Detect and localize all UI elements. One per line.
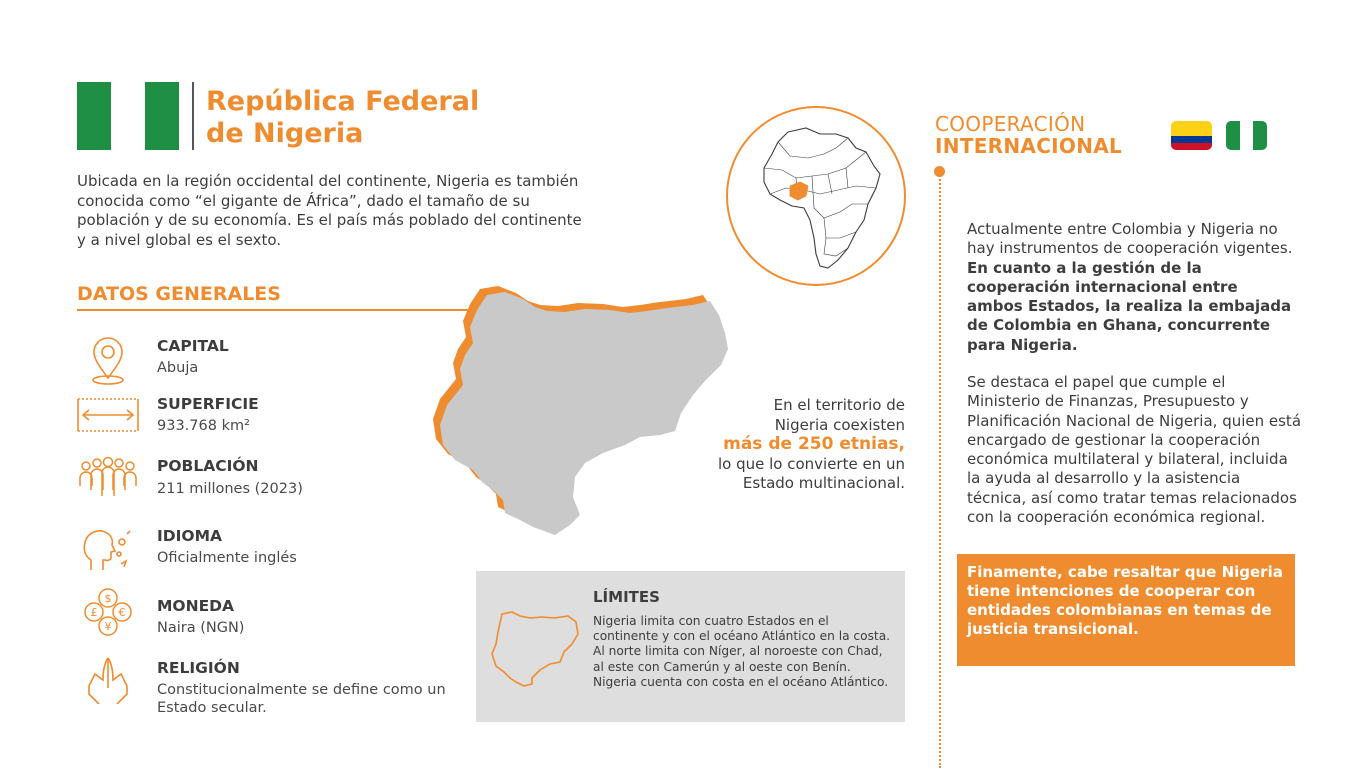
praying-hands-icon — [77, 654, 139, 704]
africa-locator-map — [726, 106, 906, 286]
nigeria-outline-icon — [488, 608, 583, 690]
ethnic-line2: Nigeria coexisten — [774, 415, 905, 434]
svg-text:¥: ¥ — [104, 620, 112, 633]
cooperacion-title-line1: COOPERACIÓN — [935, 112, 1086, 136]
moneda-value: Naira (NGN) — [157, 620, 245, 636]
ethnic-line3: lo que lo convierte en un — [717, 454, 905, 473]
intro-paragraph: Ubicada en la región occidental del continente, Nigeria es también conocida como “el gigante de África”, dado el tamaño de su población y de su economía. Es el país más poblado del continente y a nivel global es el sexto. — [77, 172, 582, 249]
speaking-head-icon — [77, 524, 139, 574]
capital-value: Abuja — [157, 360, 199, 376]
cooperacion-highlight-text: Finamente, cabe resaltar que Nigeria tiene intenciones de cooperar con entidades colombianas en temas de justicia transicional. — [967, 563, 1283, 638]
page-title — [206, 86, 479, 150]
section-divider — [77, 309, 477, 311]
page-title-line2: de Nigeria — [206, 118, 364, 149]
religion-value: Constitucionalmente se define como un Estado secular. — [157, 682, 446, 716]
superficie-label: SUPERFICIE — [157, 395, 259, 413]
timeline-dotted-line — [939, 172, 941, 768]
moneda-label: MONEDA — [157, 597, 235, 615]
flag-stripe-right — [145, 82, 179, 150]
title-divider — [192, 82, 194, 150]
page-title-line1: República Federal — [206, 86, 480, 117]
nigeria-flag-icon — [1226, 121, 1267, 150]
cooperacion-paragraph-2: Se destaca el papel que cumple el Ministerio de Finanzas, Presupuesto y Planificación Nacional de Nigeria, quien está encargado de gestionar la cooperación económica multilateral y bilateral, incluida la ayuda al desarrollo y la asistencia técnica, así como tratar temas relacionados con la cooperación económica regional. — [967, 373, 1302, 527]
location-pin-icon — [77, 336, 139, 386]
people-group-icon — [77, 456, 139, 506]
svg-text:€: € — [118, 606, 126, 619]
capital-label: CAPITAL — [157, 337, 229, 355]
ethnic-line1: En el territorio de — [773, 396, 905, 414]
svg-text:£: £ — [90, 606, 98, 619]
cooperacion-title-line2: INTERNACIONAL — [935, 134, 1123, 158]
religion-label: RELIGIÓN — [157, 659, 240, 677]
ethnic-highlight: más de 250 etnias, — [723, 434, 905, 454]
limites-text: Nigeria limita con cuatro Estados en el continente y con el océano Atlántico en la costa. Al norte limita con Níger, al noroeste con Chad, al este con Camerún y al oeste con Benín. Nigeria cuenta con costa en el océano Atlántico. — [593, 614, 891, 689]
cooperacion-paragraph-1 — [967, 220, 1297, 355]
poblacion-label: POBLACIÓN — [157, 457, 259, 475]
cooperacion-p1-normal: Actualmente entre Colombia y Nigeria no hay instrumentos de cooperación vigentes. — [967, 220, 1293, 258]
idioma-value: Oficialmente inglés — [157, 550, 297, 566]
datos-generales-title: DATOS GENERALES — [77, 283, 281, 305]
superficie-value: 933.768 km² — [157, 418, 250, 434]
limites-title: LÍMITES — [593, 588, 660, 606]
ethnic-statement — [660, 396, 905, 494]
cooperacion-p1-bold: En cuanto a la gestión de la cooperación internacional entre ambos Estados, la realiza la embajada de Colombia en Ghana, concurrente para Nigeria. — [967, 258, 1292, 354]
idioma-label: IDIOMA — [157, 527, 222, 545]
poblacion-value: 211 millones (2023) — [157, 481, 303, 497]
currency-coins-icon — [77, 588, 139, 638]
flag-stripe-left — [77, 82, 111, 150]
svg-text:$: $ — [104, 592, 112, 605]
area-arrows-icon — [77, 393, 139, 443]
africa-map-icon — [728, 108, 904, 284]
colombia-flag-icon — [1171, 121, 1212, 150]
ethnic-line4: Estado multinacional. — [742, 474, 905, 492]
